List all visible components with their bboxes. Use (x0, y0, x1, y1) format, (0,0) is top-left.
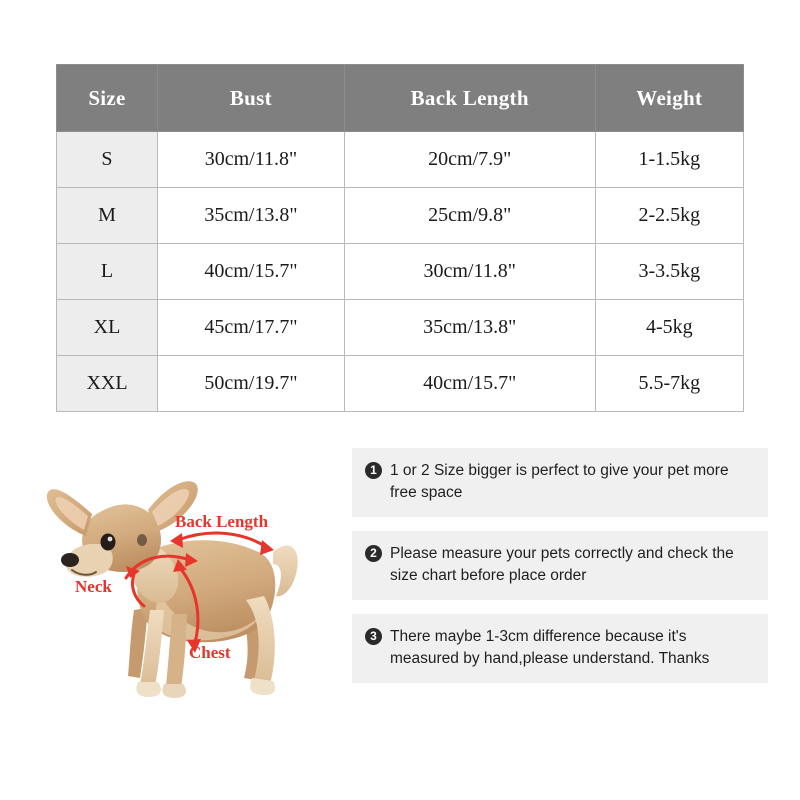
cell-weight: 2-2.5kg (595, 188, 743, 244)
column-header-bust: Bust (157, 65, 344, 132)
tips-list (352, 448, 768, 697)
tip-item-2 (352, 531, 768, 600)
column-header-weight: Weight (595, 65, 743, 132)
cell-bust: 45cm/17.7" (157, 300, 344, 356)
measurement-diagram (30, 440, 350, 750)
table-row (57, 132, 744, 188)
cell-bust: 50cm/19.7" (157, 356, 344, 412)
table-row (57, 188, 744, 244)
size-chart-table (56, 64, 744, 412)
cell-bust: 40cm/15.7" (157, 244, 344, 300)
cell-size: XXL (57, 356, 158, 412)
tip-item-3 (352, 614, 768, 683)
cell-back-length: 40cm/15.7" (344, 356, 595, 412)
label-back-length: Back Length (175, 512, 269, 531)
cell-size: XL (57, 300, 158, 356)
cell-back-length: 25cm/9.8" (344, 188, 595, 244)
cell-weight: 1-1.5kg (595, 132, 743, 188)
table-row (57, 300, 744, 356)
label-neck: Neck (75, 577, 112, 596)
tip-number-icon: 1 (365, 462, 382, 479)
cell-back-length: 20cm/7.9" (344, 132, 595, 188)
cell-weight: 3-3.5kg (595, 244, 743, 300)
cell-size: M (57, 188, 158, 244)
bottom-section (0, 430, 800, 760)
column-header-back-length: Back Length (344, 65, 595, 132)
table-header-row (57, 65, 744, 132)
cell-weight: 4-5kg (595, 300, 743, 356)
cell-back-length: 35cm/13.8" (344, 300, 595, 356)
cell-size: L (57, 244, 158, 300)
table-row (57, 356, 744, 412)
tip-item-1 (352, 448, 768, 517)
tip-number-icon: 2 (365, 545, 382, 562)
cell-back-length: 30cm/11.8" (344, 244, 595, 300)
tip-text: Please measure your pets correctly and check the size chart before place order (390, 544, 734, 585)
size-chart-table-wrapper (56, 64, 744, 412)
tip-text: 1 or 2 Size bigger is perfect to give your pet more free space (390, 462, 729, 502)
tip-text: There maybe 1-3cm difference because it's measured by hand,please understand. Thanks (390, 627, 710, 668)
cell-bust: 35cm/13.8" (157, 188, 344, 244)
cell-weight: 5.5-7kg (595, 356, 743, 412)
label-chest: Chest (189, 643, 231, 662)
tip-number-icon: 3 (365, 628, 382, 645)
column-header-size: Size (57, 65, 158, 132)
cell-size: S (57, 132, 158, 188)
cell-bust: 30cm/11.8" (157, 132, 344, 188)
table-row (57, 244, 744, 300)
